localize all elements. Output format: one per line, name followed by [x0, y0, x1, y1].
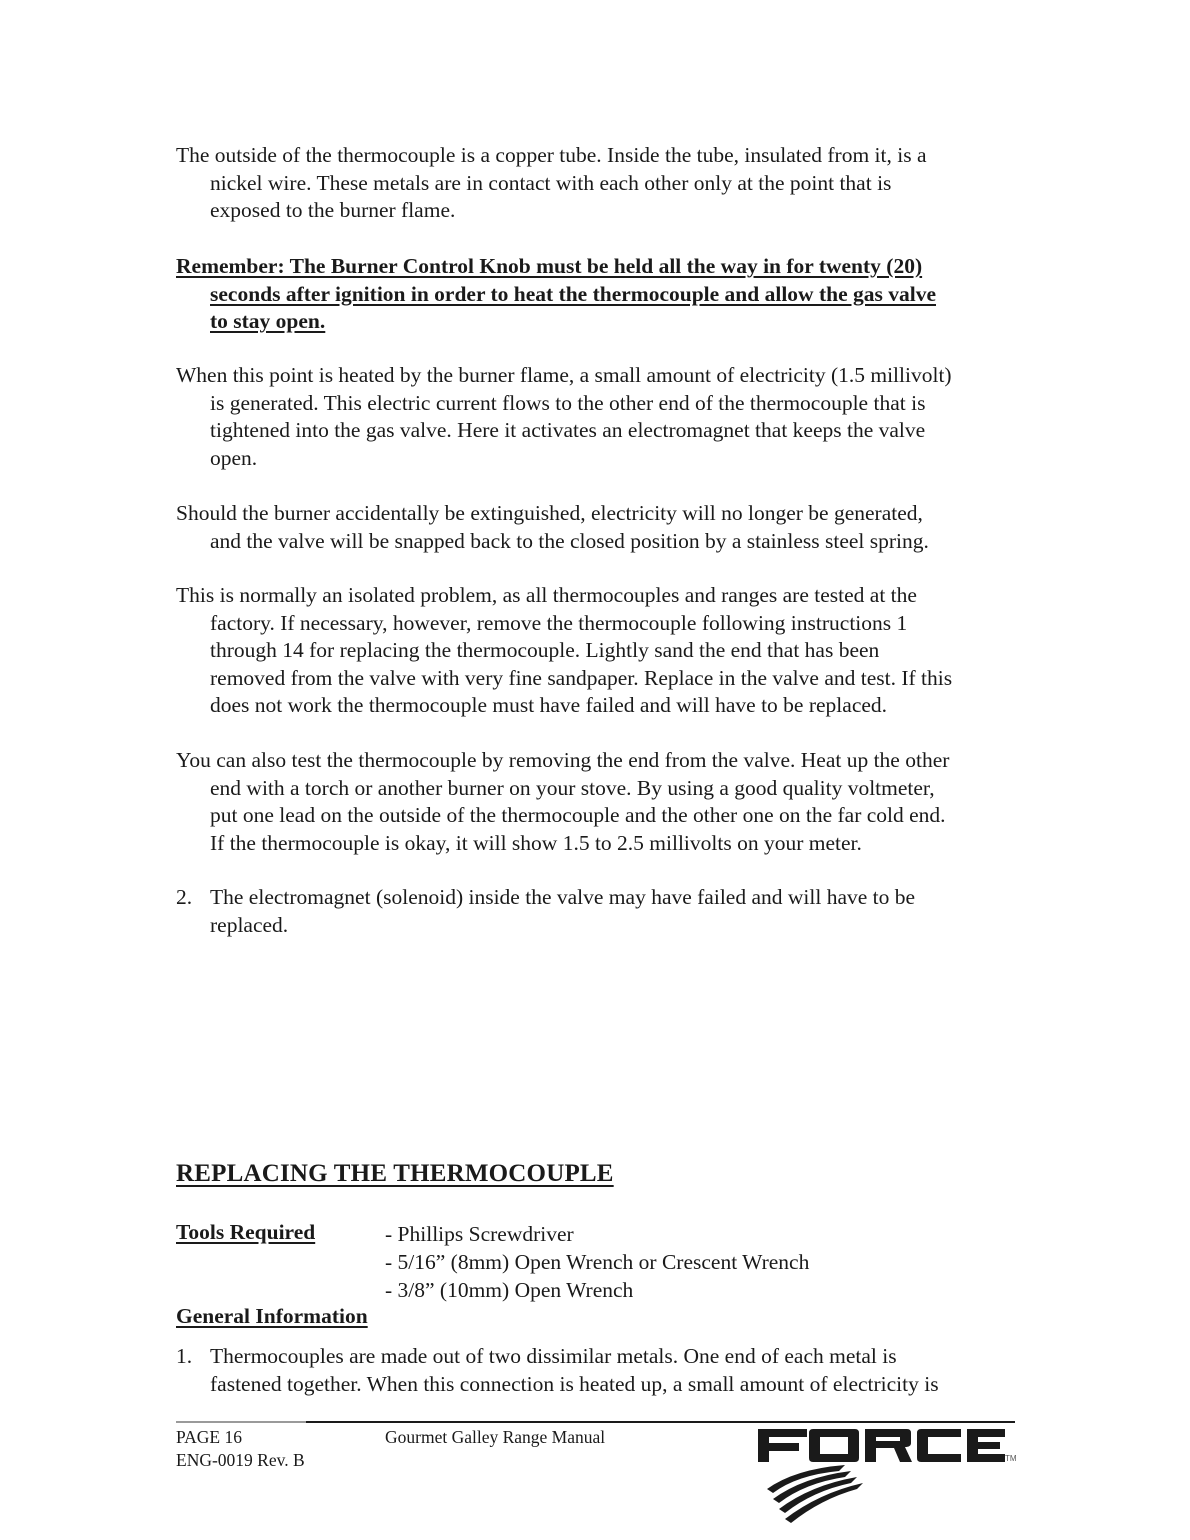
text-line: If the thermocouple is okay, it will show 1.5 to 2.5 millivolts on your meter. [210, 830, 862, 855]
tools-list [385, 1220, 809, 1304]
text-line: does not work the thermocouple must have failed and will have to be replaced. [210, 693, 888, 717]
text-line: The electromagnet (solenoid) inside the valve may have failed and will have to be [210, 885, 916, 909]
text-line: Thermocouples are made out of two dissimilar metals. One end of each metal is [210, 1344, 897, 1368]
footer-rule [306, 1421, 1015, 1423]
text-line: fastened together. When this connection is heated up, a small amount of electricity is [210, 1371, 939, 1396]
text-line: factory. If necessary, however, remove the thermocouple following instructions 1 [210, 610, 908, 635]
text-line: removed from the valve with very fine sandpaper. Replace in the valve and test. If this [210, 665, 953, 690]
section-heading: REPLACING THE THERMOCOUPLE [176, 1160, 614, 1187]
text-line: replaced. [210, 912, 289, 937]
text-line: through 14 for replacing the thermocouple. Lightly sand the end that has been [210, 638, 880, 662]
text-line: and the valve will be snapped back to the closed position by a stainless steel spring. [210, 528, 929, 553]
paragraph-thermocouple-construction [176, 142, 1036, 225]
force10-logo [755, 1425, 1020, 1525]
paragraph-isolated-problem [176, 582, 1036, 720]
text-line: Remember: The Burner Control Knob must be held all the way in for twenty (20) [176, 254, 923, 278]
footer-doc-title: Gourmet Galley Range Manual [385, 1427, 606, 1447]
text-line: nickel wire. These metals are in contact with each other only at the point that is [210, 170, 892, 195]
tool-item: - 5/16” (8mm) Open Wrench or Crescent Wrench [385, 1250, 810, 1274]
text-line: open. [210, 445, 258, 470]
numbered-item-2 [176, 884, 1036, 944]
footer-rule [176, 1421, 306, 1423]
text-line: is generated. This electric current flows to the other end of the thermocouple that is [210, 390, 926, 415]
text-line: exposed to the burner flame. [210, 198, 456, 222]
text-line: end with a torch or another burner on your stove. By using a good quality voltmeter, [210, 775, 935, 800]
paragraph-extinguished-burner [176, 500, 1036, 555]
text-line: tightened into the gas valve. Here it activates an electromagnet that keeps the valve [210, 418, 926, 442]
item-body [210, 1343, 1030, 1398]
tool-item: - 3/8” (10mm) Open Wrench [385, 1278, 634, 1302]
text-line: When this point is heated by the burner flame, a small amount of electricity (1.5 millivolt) [176, 363, 952, 387]
text-line: The outside of the thermocouple is a copper tube. Inside the tube, insulated from it, is a [176, 143, 927, 167]
text-line: to stay open. [210, 309, 326, 333]
footer-page-number: PAGE 16 [176, 1427, 242, 1447]
item-number: 1. [176, 1344, 193, 1368]
item-number: 2. [176, 885, 193, 909]
text-line: put one lead on the outside of the thermocouple and the other one on the far cold end. [210, 803, 946, 827]
text-line: You can also test the thermocouple by removing the end from the valve. Heat up the other [176, 748, 950, 772]
paragraph-voltmeter-test [176, 747, 1036, 857]
text-line: Should the burner accidentally be extinguished, electricity will no longer be generated, [176, 501, 923, 525]
trademark-mark: TM [1005, 1454, 1017, 1463]
tools-required-label: Tools Required [176, 1220, 316, 1244]
footer-doc-id: ENG-0019 Rev. B [176, 1450, 305, 1470]
numbered-item-1 [176, 1343, 1036, 1403]
tool-item: - Phillips Screwdriver [385, 1222, 574, 1246]
text-line: This is normally an isolated problem, as all thermocouples and ranges are tested at the [176, 583, 917, 607]
remember-note [176, 253, 1036, 336]
item-body [210, 884, 1030, 939]
general-information-label: General Information [176, 1304, 368, 1328]
paragraph-electricity-generation [176, 362, 1036, 472]
text-line: seconds after ignition in order to heat the thermocouple and allow the gas valve [210, 281, 936, 306]
